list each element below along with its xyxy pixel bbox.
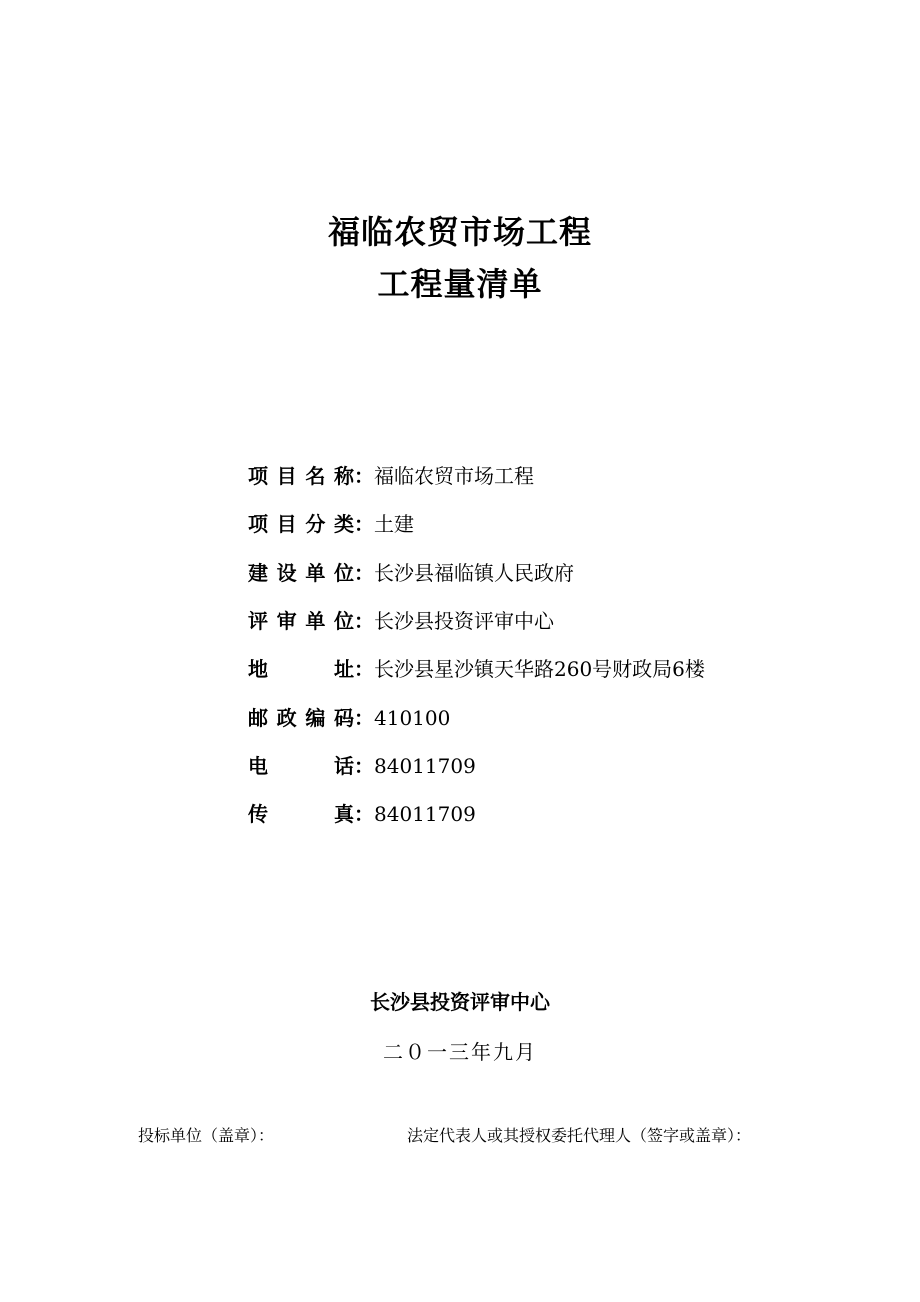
info-row-phone: 电话 ： 84011709 — [248, 742, 808, 790]
info-row-address: 地址 ： 长沙县星沙镇天华路260号财政局6楼 — [248, 645, 808, 693]
info-label: 邮政编码 — [248, 705, 354, 730]
info-value: 土建 — [374, 512, 414, 537]
info-row-review-unit: 评审单位 ： 长沙县投资评审中心 — [248, 597, 808, 645]
issue-date: 二０一三年九月 — [383, 1040, 537, 1064]
info-label: 建设单位 — [248, 560, 354, 585]
document-title-bill: 工程量清单 — [377, 265, 543, 303]
info-row-project-name: 项目名称 ： 福临农贸市场工程 — [248, 452, 808, 500]
info-value: 长沙县星沙镇天华路260号财政局6楼 — [374, 657, 705, 682]
issuer-organization: 长沙县投资评审中心 — [370, 990, 550, 1014]
info-label: 地址 — [248, 657, 354, 682]
info-label: 传真 — [248, 802, 354, 827]
info-value: 福临农贸市场工程 — [374, 464, 534, 489]
representative-signature-label: 法定代表人或其授权委托代理人（签字或盖章）： — [407, 1126, 752, 1145]
info-row-fax: 传真 ： 84011709 — [248, 790, 808, 838]
info-row-construction-unit: 建设单位 ： 长沙县福临镇人民政府 — [248, 549, 808, 597]
info-label: 项目名称 — [248, 464, 354, 489]
info-value: 84011709 — [374, 753, 476, 778]
info-row-project-category: 项目分类 ： 土建 — [248, 500, 808, 548]
document-title-project: 福临农贸市场工程 — [327, 213, 592, 251]
info-label: 电话 — [248, 753, 354, 778]
project-info-block — [248, 452, 808, 838]
bidder-seal-label: 投标单位（盖章）： — [138, 1126, 275, 1145]
info-value: 410100 — [374, 705, 451, 730]
info-value: 长沙县投资评审中心 — [374, 609, 554, 634]
info-row-postal-code: 邮政编码 ： 410100 — [248, 693, 808, 741]
info-label: 评审单位 — [248, 609, 354, 634]
info-value: 长沙县福临镇人民政府 — [374, 560, 574, 585]
info-value: 84011709 — [374, 802, 476, 827]
info-label: 项目分类 — [248, 512, 354, 537]
